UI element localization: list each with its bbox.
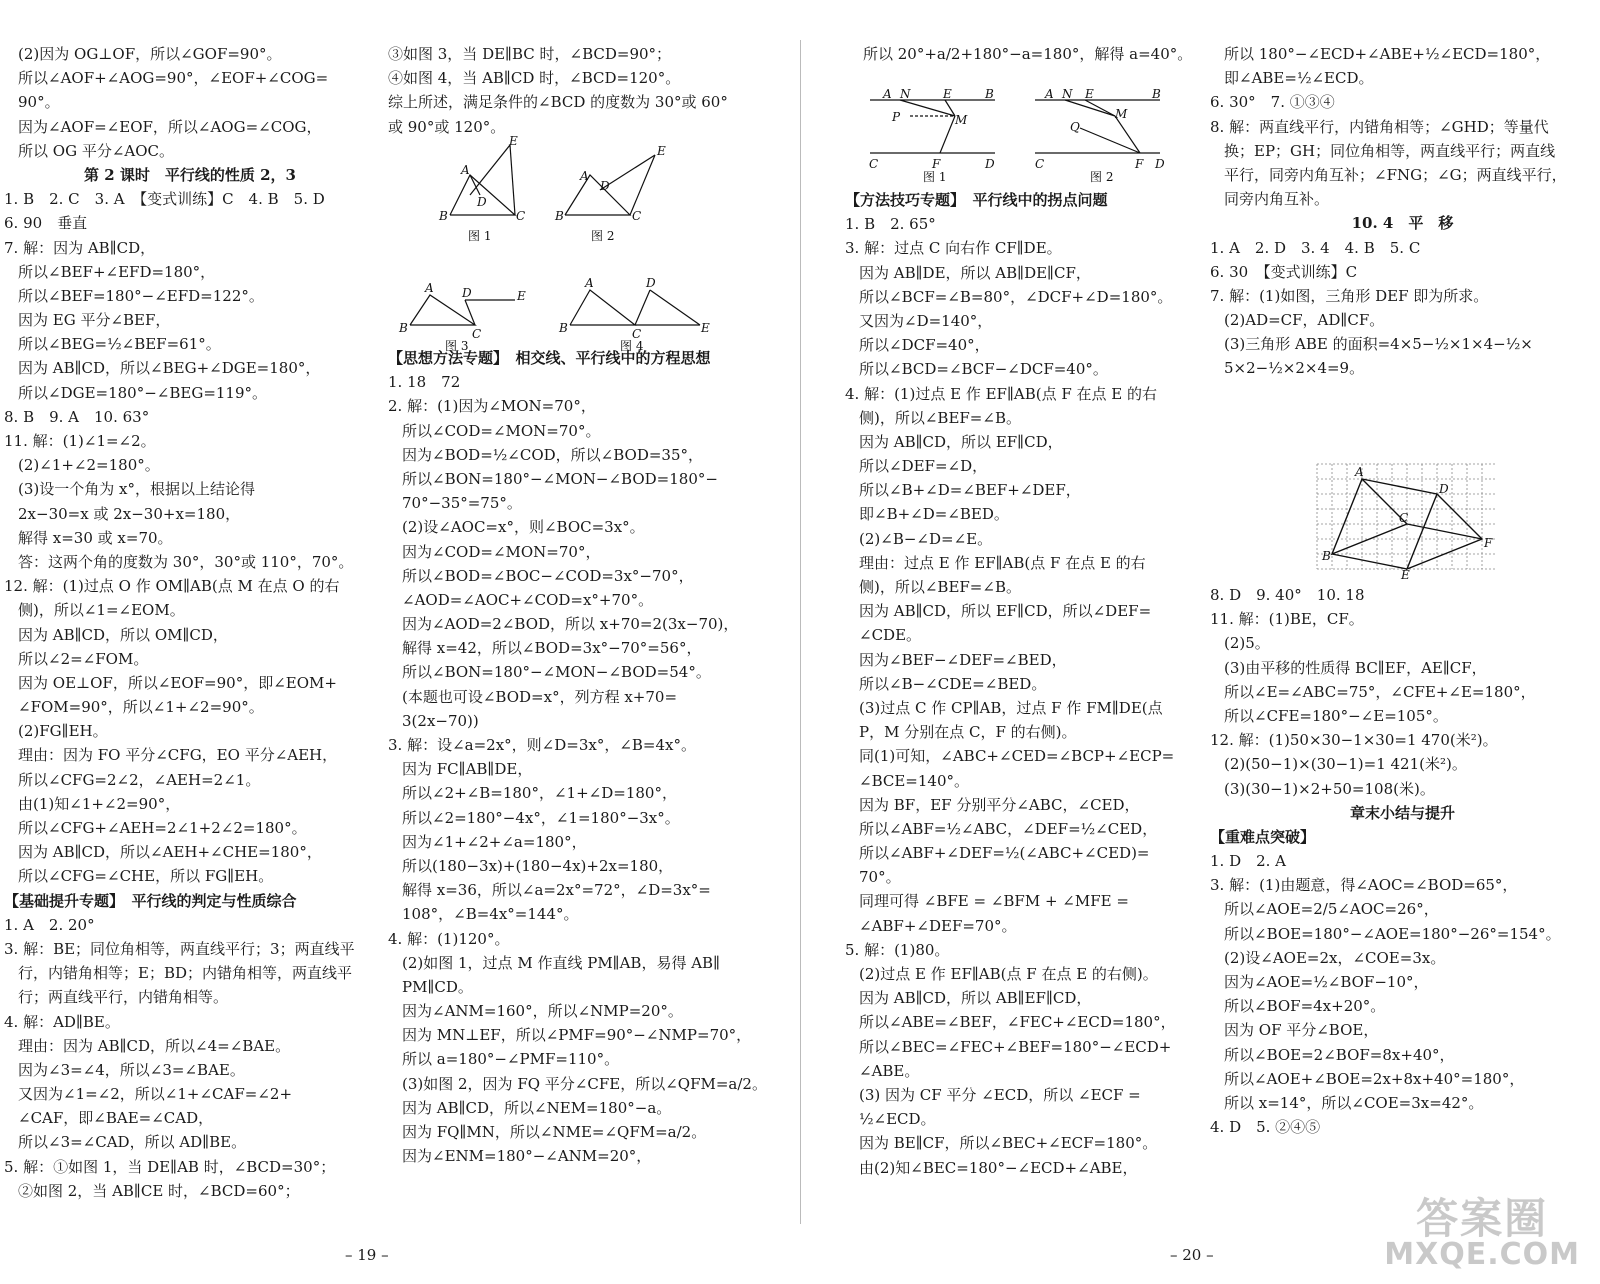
page-19 (0, 0, 785, 1284)
answer-line: 6. 90 垂直 (4, 214, 88, 233)
page-number: – 20 – (1170, 1246, 1214, 1264)
answer-line: 因为 AB∥CD，所以∠BEG+∠DGE=180°， (18, 359, 321, 378)
fig-label: 图 4 (620, 339, 644, 353)
answer-line: 8. B 9. A 10. 63° (4, 407, 150, 426)
answer-line: 所以∠BON=180°−∠MON−∠BOD=180°− (402, 469, 718, 488)
answer-line: (2)AD=CF，AD∥CF。 (1224, 311, 1385, 330)
svg-text:M: M (955, 113, 968, 127)
fig-label: 图 1 (468, 229, 492, 243)
answer-line: 所以∠CFE=180°−∠E=105°。 (1224, 706, 1448, 725)
answer-line: 同旁内角互补。 (1224, 190, 1330, 209)
answer-line: (2)设∠AOE=2x，∠COE=3x。 (1224, 948, 1446, 967)
answer-line: (3)(30−1)×2+50=108(米)。 (1224, 779, 1435, 798)
answer-line: 5×2−½×2×4=9。 (1224, 359, 1365, 378)
answer-line: (2)(50−1)×(30−1)=1 421(米²)。 (1224, 755, 1467, 774)
answer-line: 侧)，所以∠BEF=∠B。 (859, 408, 1021, 427)
answer-line: 因为∠COD=∠MON=70°， (402, 542, 601, 561)
page-divider (800, 40, 801, 1224)
answer-line: 或 90°或 120°。 (388, 117, 506, 136)
answer-line: 因为 AB∥CD，所以 AB∥EF∥CD， (859, 989, 1092, 1008)
svg-text:D: D (1155, 157, 1165, 171)
svg-text:E: E (509, 134, 518, 148)
answer-line: 所以∠BEF=180°−∠EFD=122°。 (18, 286, 264, 305)
answer-line: 理由：过点 E 作 EF∥AB(点 F 在点 E 的右 (859, 553, 1146, 572)
answer-line: 108°，∠B=4x°=144°。 (402, 905, 579, 924)
column-3-bottom (845, 188, 1215, 1180)
answer-line: 1. A 2. 20° (4, 915, 95, 934)
answer-line: 因为 EG 平分∠BEF， (18, 311, 171, 330)
svg-text:N: N (1062, 87, 1073, 101)
svg-text:F: F (1135, 157, 1144, 171)
answer-line: (2)5。 (1224, 634, 1270, 653)
answer-line: 所以 20°+a/2+180°−a=180°，解得 a=40°。 (863, 45, 1193, 63)
answer-line: ½∠ECD。 (859, 1110, 936, 1129)
answer-line: 所以 x=14°，所以∠COE=3x=42°。 (1224, 1093, 1484, 1112)
svg-text:E: E (657, 144, 666, 158)
answer-line: 所以(180−3x)+(180−4x)+2x=180， (402, 856, 674, 875)
answer-line: 因为 AB∥CD，所以 EF∥CD，所以∠DEF= (859, 602, 1152, 621)
answer-line: 即∠B+∠D=∠BED。 (859, 505, 1009, 524)
answer-line: 1. 18 72 (388, 373, 461, 392)
section-heading: 章末小结与提升 (1349, 803, 1455, 822)
answer-line: 由(1)知∠1+∠2=90°， (18, 794, 181, 813)
answer-line: 11. 解：(1)∠1=∠2。 (4, 432, 156, 450)
answer-line: 综上所述，满足条件的∠BCD 的度数为 30°或 60° (388, 93, 728, 112)
topic-heading: 【基础提升专题】 平行线的判定与性质综合 (4, 891, 297, 910)
figures-q5 (395, 134, 715, 353)
svg-text:A: A (883, 87, 892, 101)
answer-line: 3. 解：(1)由题意，得∠AOC=∠BOD=65°， (1210, 876, 1518, 895)
svg-text:B: B (439, 209, 448, 223)
answer-line: (2)过点 E 作 EF∥AB(点 F 在点 E 的右侧)。 (859, 965, 1158, 983)
answer-line: PM∥CD。 (402, 977, 473, 996)
svg-text:M: M (1115, 107, 1128, 121)
answer-line: 所以∠DEF=∠D， (859, 457, 988, 476)
answer-line: 答：这两个角的度数为 30°，30°或 110°，70°。 (18, 552, 354, 571)
svg-text:D: D (462, 286, 472, 300)
answer-line: 所以∠AOE+∠BOE=2x+8x+40°=180°， (1224, 1069, 1525, 1088)
answer-line: (2)∠1+∠2=180°。 (18, 456, 160, 475)
svg-text:C: C (472, 327, 482, 341)
answer-line: 所以∠2=∠FOM。 (18, 649, 149, 668)
answer-line: (3)三角形 ABE 的面积=4×5−½×1×4−½× (1224, 335, 1533, 354)
answer-line: 所以∠DGE=180°−∠BEG=119°。 (18, 383, 268, 402)
answer-line: 所以∠CFG=2∠2，∠AEH=2∠1。 (18, 770, 261, 789)
svg-text:E: E (943, 87, 952, 101)
answer-line: (本题也可设∠BOD=x°，列方程 x+70= (402, 687, 678, 706)
answer-line: 6. 30 【变式训练】C (1210, 262, 1358, 281)
svg-text:P: P (892, 110, 901, 124)
answer-line: (3)如图 2，因为 FQ 平分∠CFE，所以∠QFM=a/2。 (402, 1074, 767, 1093)
answer-line: 因为 AB∥CD，所以∠AEH+∠CHE=180°， (18, 843, 322, 862)
svg-text:C: C (632, 209, 642, 223)
answer-line: 所以∠B+∠D=∠BEF+∠DEF， (859, 481, 1081, 500)
svg-text:F: F (932, 157, 941, 171)
answer-line: 7. 解：(1)如图，三角形 DEF 即为所求。 (1210, 286, 1489, 305)
answer-line: 侧)，所以∠BEF=∠B。 (859, 578, 1021, 596)
watermark-logo (1384, 1194, 1580, 1272)
answer-line: 3(2x−70)) (402, 711, 479, 730)
answer-line: 1. A 2. D 3. 4 4. B 5. C (1210, 238, 1421, 257)
answer-line: 因为∠1+∠2+∠a=180°， (402, 832, 587, 851)
svg-text:B: B (399, 321, 408, 335)
answer-line: ∠AOD=∠AOC+∠COD=x°+70°。 (402, 590, 654, 609)
fig-label: 图 1 (923, 170, 947, 184)
answer-line: 因为 BF，EF 分别平分∠ABC，∠CED， (859, 795, 1140, 814)
page-20 (815, 0, 1600, 1284)
answer-line: 所以∠AOE=2/5∠AOC=26°， (1224, 900, 1439, 919)
grid-figure (1315, 462, 1497, 580)
answer-line: 解得 x=36，所以∠a=2x°=72°，∠D=3x°= (402, 881, 711, 900)
answer-line: 6. 30° 7. ①③④ (1210, 93, 1335, 112)
answer-line: 8. D 9. 40° 10. 18 (1210, 586, 1365, 604)
answer-line: 行；两直线平行，内错角相等。 (18, 988, 229, 1007)
svg-text:B: B (1152, 87, 1161, 101)
column-2-top (388, 42, 768, 139)
answer-line: 又因为∠1=∠2，所以∠1+∠CAF=∠2+ (18, 1085, 293, 1104)
answer-line: 因为 OE⊥OF，所以∠EOF=90°，即∠EOM+ (18, 673, 337, 692)
answer-line: 因为 AB∥CD，所以 EF∥CD， (859, 432, 1063, 451)
answer-line: P，M 分别在点 C，F 的右侧)。 (859, 723, 1077, 742)
answer-line: 同(1)可知，∠ABC+∠CED=∠BCP+∠ECP= (859, 747, 1175, 766)
watermark-text: 答案圈 (1416, 1194, 1549, 1243)
column-4-bottom (1210, 583, 1595, 1139)
answer-line: (3)由平移的性质得 BC∥EF，AE∥CF， (1224, 658, 1487, 677)
svg-text:C: C (632, 327, 642, 341)
answer-line: (3) 因为 CF 平分 ∠ECD，所以 ∠ECF = (859, 1085, 1141, 1104)
fig-label: 图 3 (445, 339, 469, 353)
answer-line: 所以∠BOD=∠BOC−∠COD=3x°−70°， (402, 566, 694, 585)
answer-line: (2)如图 1，过点 M 作直线 PM∥AB，易得 AB∥ (402, 953, 721, 972)
svg-text:D: D (600, 179, 610, 193)
answer-line: 1. D 2. A (1210, 852, 1287, 871)
answer-line: 理由：因为 AB∥CD，所以∠4=∠BAE。 (18, 1036, 291, 1055)
answer-line: ∠CAF，即∠BAE=∠CAD， (18, 1109, 214, 1128)
answer-line: 4. D 5. ②④⑤ (1210, 1118, 1321, 1137)
answer-line: 所以∠2+∠B=180°，∠1+∠D=180°， (402, 784, 677, 803)
answer-line: 所以∠DCF=40°， (859, 336, 990, 355)
answer-line: 因为 AB∥CD，所以 OM∥CD， (18, 625, 228, 644)
answer-line: 所以∠2=180°−4x°，∠1=180°−3x°。 (402, 808, 680, 827)
watermark-url: MXQE.COM (1384, 1237, 1580, 1272)
figures-q4 (865, 88, 1195, 183)
answer-line: (2)设∠AOC=x°，则∠BOC=3x°。 (402, 518, 645, 537)
svg-text:A: A (461, 163, 470, 177)
answer-line: 因为∠3=∠4，所以∠3=∠BAE。 (18, 1060, 245, 1079)
grid-label: F (1484, 536, 1493, 550)
answer-line: ∠CDE。 (859, 626, 922, 645)
answer-line: 1. B 2. 65° (845, 215, 936, 234)
answer-line: 又因为∠D=140°， (859, 311, 993, 330)
fig-label: 图 2 (591, 229, 615, 243)
grid-label: A (1355, 465, 1364, 479)
answer-line: 由(2)知∠BEC=180°−∠ECD+∠ABE， (859, 1158, 1138, 1177)
answer-line: (2)∠B−∠D=∠E。 (859, 529, 993, 548)
svg-text:E: E (517, 289, 526, 303)
answer-line: 2. 解：(1)因为∠MON=70°， (388, 397, 596, 416)
answer-line: 3. 解：设∠a=2x°，则∠D=3x°，∠B=4x°。 (388, 736, 696, 754)
grid-label: C (1399, 511, 1409, 525)
answer-line: 因为∠AOE=½∠BOF−10°， (1224, 973, 1429, 991)
answer-line: (3)设一个角为 x°，根据以上结论得 (18, 480, 255, 499)
answer-line: 3. 解：过点 C 向右作 CF∥DE。 (845, 239, 1062, 258)
answer-line: 3. 解：BE；同位角相等，两直线平行；3；两直线平 (4, 939, 355, 958)
answer-line: 8. 解：两直线平行，内错角相等；∠GHD；等量代 (1210, 117, 1549, 136)
answer-line: 因为 OF 平分∠BOE， (1224, 1021, 1379, 1040)
answer-line: ②如图 2，当 AB∥CE 时，∠BCD=60°； (18, 1181, 300, 1200)
answer-line: 所以∠BOE=2∠BOF=8x+40°， (1224, 1045, 1455, 1064)
section-heading: 10. 4 平 移 (1351, 214, 1454, 233)
answer-line: 因为∠ENM=180°−∠ANM=20°， (402, 1147, 652, 1166)
answer-line: 2x−30=x 或 2x−30+x=180， (18, 504, 241, 523)
answer-line: (2)FG∥EH。 (18, 722, 108, 741)
svg-text:D: D (477, 195, 487, 209)
answer-line: 所以∠ABE=∠BEF，∠FEC+∠ECD=180°， (859, 1013, 1176, 1032)
answer-line: 所以∠CFG+∠AEH=2∠1+2∠2=180°。 (18, 819, 307, 837)
topic-heading: 【重难点突破】 (1210, 827, 1316, 846)
answer-line: (3)过点 C 作 CP∥AB，过点 F 作 FM∥DE(点 (859, 698, 1163, 717)
answer-line: 90°。 (18, 93, 60, 112)
answer-line: ∠BCE=140°。 (859, 771, 969, 790)
answer-line: 所以 180°−∠ECD+∠ABE+½∠ECD=180°， (1224, 45, 1551, 63)
page-number: – 19 – (345, 1246, 389, 1264)
answer-line: 4. 解：AD∥BE。 (4, 1012, 120, 1031)
answer-line: 因为 FC∥AB∥DE， (402, 760, 533, 779)
answer-line: 7. 解：因为 AB∥CD， (4, 238, 156, 257)
answer-line: 所以∠B−∠CDE=∠BED。 (859, 674, 1047, 693)
answer-line: 所以∠BEG=½∠BEF=61°。 (18, 335, 221, 354)
answer-line: 所以∠CFG=∠CHE，所以 FG∥EH。 (18, 867, 274, 886)
answer-line: 所以∠BCF=∠B=80°，∠DCF+∠D=180°。 (859, 287, 1173, 306)
fig-label: 图 2 (1090, 170, 1114, 184)
svg-text:N: N (900, 87, 911, 101)
answer-line: ④如图 4，当 AB∥CD 时，∠BCD=120°。 (388, 69, 681, 88)
svg-text:D: D (646, 276, 656, 290)
answer-line: 换；EP；GH；同位角相等，两直线平行；两直线 (1224, 141, 1556, 160)
answer-line: (2)因为 OG⊥OF，所以∠GOF=90°。 (18, 45, 282, 63)
svg-text:A: A (425, 281, 434, 295)
svg-text:Q: Q (1070, 120, 1080, 134)
answer-line: 因为 AB∥DE，所以 AB∥DE∥CF， (859, 263, 1091, 282)
section-heading: 第 2 课时 平行线的性质 2，3 (84, 165, 296, 184)
answer-line: 所以∠BEF+∠EFD=180°， (18, 262, 216, 281)
answer-line: 所以∠BEC=∠FEC+∠BEF=180°−∠ECD+ (859, 1037, 1172, 1056)
answer-line: 所以 OG 平分∠AOC。 (18, 141, 174, 160)
answer-line: 11. 解：(1)BE，CF。 (1210, 610, 1364, 629)
grid-label: E (1401, 568, 1410, 582)
answer-line: 4. 解：(1)120°。 (388, 929, 510, 948)
topic-heading: 【思想方法专题】 相交线、平行线中的方程思想 (388, 349, 711, 367)
answer-line: 所以∠BCD=∠BCF−∠DCF=40°。 (859, 360, 1108, 379)
svg-text:A: A (585, 276, 594, 290)
answer-line: 70°−35°=75°。 (402, 494, 522, 513)
answer-line: ∠ABF+∠DEF=70°。 (859, 916, 1017, 935)
answer-line: 4. 解：(1)过点 E 作 EF∥AB(点 F 在点 E 的右 (845, 384, 1158, 403)
svg-text:D: D (985, 157, 995, 171)
answer-line: 因为 BE∥CF，所以∠BEC+∠ECF=180°。 (859, 1134, 1158, 1153)
svg-text:C: C (1035, 157, 1045, 171)
answer-line: ∠ABE。 (859, 1061, 920, 1080)
answer-line: 即∠ABE=½∠ECD。 (1224, 69, 1374, 88)
answer-line: 解得 x=42，所以∠BOD=3x°−70°=56°， (402, 639, 702, 658)
svg-text:E: E (701, 321, 710, 335)
column-1 (4, 42, 376, 1203)
answer-line: 所以∠ABF=½∠ABC，∠DEF=½∠CED， (859, 819, 1158, 838)
svg-text:B: B (985, 87, 994, 101)
answer-line: 因为 MN⊥EF，所以∠PMF=90°−∠NMP=70°， (402, 1026, 752, 1045)
answer-line: 因为∠BEF−∠DEF=∠BED， (859, 650, 1067, 669)
answer-line: 同理可得 ∠BFE = ∠BFM + ∠MFE = (859, 892, 1129, 911)
answer-line: 理由：因为 FO 平分∠CFG，EO 平分∠AEH， (18, 746, 338, 765)
answer-line: 所以∠E=∠ABC=75°，∠CFE+∠E=180°， (1224, 682, 1536, 701)
answer-line: 所以 a=180°−∠PMF=110°。 (402, 1050, 620, 1069)
grid-label: B (1322, 549, 1331, 563)
answer-line: 因为∠BOD=½∠COD，所以∠BOD=35°， (402, 445, 704, 464)
answer-line: 所以∠BOF=4x+20°。 (1224, 997, 1386, 1016)
answer-line: 5. 解：(1)80。 (845, 940, 950, 959)
answer-line: 70°。 (859, 868, 901, 887)
answer-line: ③如图 3，当 DE∥BC 时，∠BCD=90°； (388, 45, 672, 63)
grid-label: D (1439, 482, 1449, 496)
answer-line: 5. 解：①如图 1，当 DE∥AB 时，∠BCD=30°； (4, 1157, 336, 1176)
column-4-top (1210, 42, 1595, 381)
answer-line: 1. B 2. C 3. A 【变式训练】C 4. B 5. D (4, 190, 325, 209)
answer-line: 所以∠ABF+∠DEF=½(∠ABC+∠CED)= (859, 844, 1150, 863)
answer-line: 侧)，所以∠1=∠EOM。 (18, 601, 185, 620)
answer-line: 12. 解：(1)过点 O 作 OM∥AB(点 M 在点 O 的右 (4, 577, 340, 596)
svg-text:B: B (555, 209, 564, 223)
svg-text:C: C (869, 157, 879, 171)
svg-text:C: C (516, 209, 526, 223)
svg-text:E: E (1085, 87, 1094, 101)
answer-line: 所以∠BON=180°−∠MON−∠BOD=54°。 (402, 663, 711, 682)
answer-line: 因为∠AOD=2∠BOD，所以 x+70=2(3x−70)， (402, 615, 739, 634)
answer-line: 所以∠3=∠CAD，所以 AD∥BE。 (18, 1133, 247, 1152)
answer-line: 因为∠AOF=∠EOF，所以∠AOG=∠COG， (18, 117, 322, 136)
svg-text:A: A (1045, 87, 1054, 101)
column-2-bottom (388, 346, 768, 1168)
svg-text:B: B (559, 321, 568, 335)
column-3-top (863, 42, 1213, 66)
answer-line: 平行，同旁内角互补；∠FNG；∠G；两直线平行， (1224, 165, 1567, 184)
answer-line: 所以∠BOE=180°−∠AOE=180°−26°=154°。 (1224, 924, 1561, 943)
answer-line: 所以∠COD=∠MON=70°。 (402, 421, 601, 440)
answer-line: 行，内错角相等；E；BD；内错角相等，两直线平 (18, 964, 353, 983)
svg-text:A: A (580, 169, 589, 183)
topic-heading: 【方法技巧专题】 平行线中的拐点问题 (845, 191, 1108, 209)
answer-line: ∠FOM=90°，所以∠1+∠2=90°。 (18, 698, 264, 717)
answer-line: 所以∠AOF+∠AOG=90°，∠EOF+∠COG= (18, 69, 329, 88)
answer-line: 因为 AB∥CD，所以∠NEM=180°−a。 (402, 1098, 672, 1117)
answer-line: 12. 解：(1)50×30−1×30=1 470(米²)。 (1210, 731, 1498, 750)
answer-line: 因为 FQ∥MN，所以∠NME=∠QFM=a/2。 (402, 1123, 707, 1141)
answer-line: 解得 x=30 或 x=70。 (18, 528, 173, 547)
answer-line: 因为∠ANM=160°，所以∠NMP=20°。 (402, 1002, 683, 1021)
